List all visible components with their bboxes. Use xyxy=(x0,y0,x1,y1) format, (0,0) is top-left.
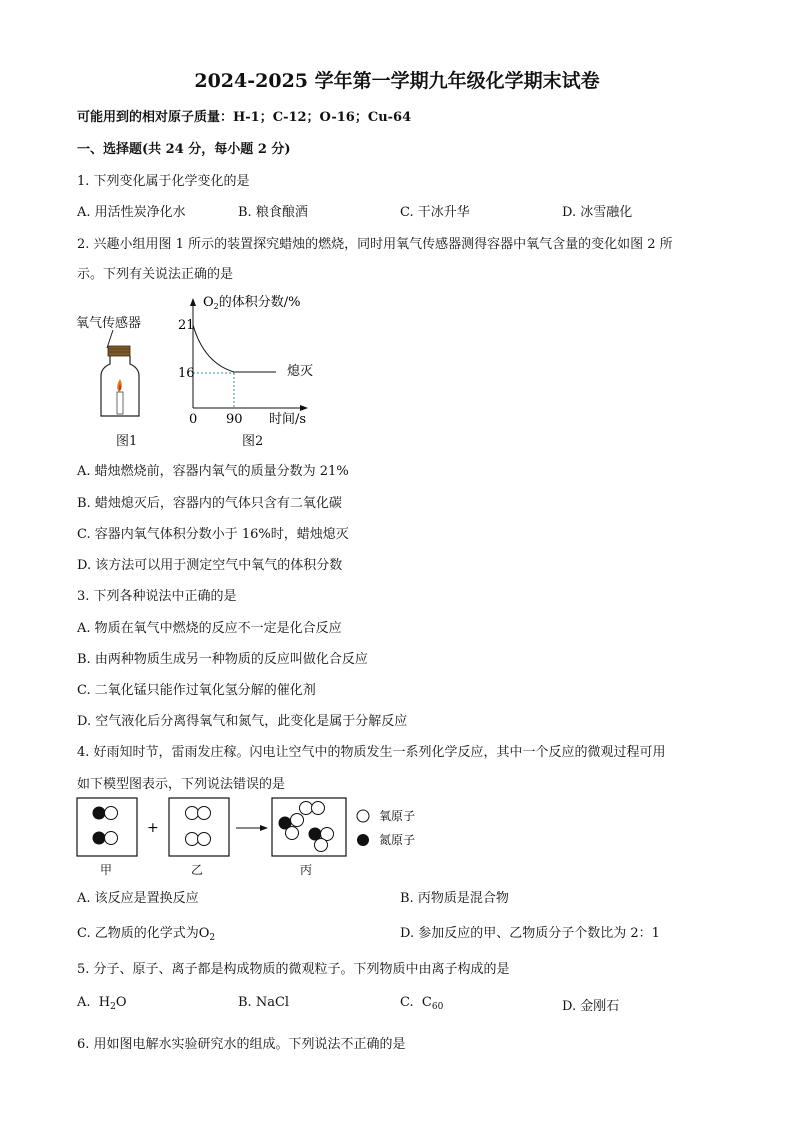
fig2-oxygen-chart xyxy=(174,288,324,434)
q1-option-a: A. 用活性炭净化水 xyxy=(77,205,186,220)
fig1-bottle-diagram xyxy=(95,330,155,420)
q4-reaction-model xyxy=(76,796,436,858)
page-title: 2024-2025 学年第一学期九年级化学期末试卷 xyxy=(194,70,600,92)
box-label-yi: 乙 xyxy=(191,863,204,877)
fig1-sensor-label: 氧气传感器 xyxy=(76,316,142,331)
q5-option-b: B. NaCl xyxy=(238,995,290,1010)
box-yi xyxy=(169,798,229,856)
q1-option-b: B. 粮食酿酒 xyxy=(238,205,308,220)
chart-xlabel: 时间/s xyxy=(269,412,307,427)
oxygen-atom xyxy=(300,802,313,815)
section-heading: 一、选择题(共 24 分，每小题 2 分) xyxy=(77,142,291,157)
x-axis-arrow xyxy=(300,405,308,411)
q1-stem: 1. 下列变化属于化学变化的是 xyxy=(77,174,250,189)
box-label-bing: 丙 xyxy=(300,863,313,877)
fig2-caption: 图2 xyxy=(242,434,264,449)
oxygen-atom xyxy=(198,833,211,846)
tick-90: 90 xyxy=(226,412,243,427)
tick-16: 16 xyxy=(178,366,195,381)
box-jia xyxy=(77,798,137,856)
legend-oxygen-symbol xyxy=(357,810,369,822)
q5-stem: 5. 分子、原子、离子都是构成物质的微观粒子。下列物质中由离子构成的是 xyxy=(77,962,510,977)
q4-option-b: B. 丙物质是混合物 xyxy=(400,891,509,906)
q4-option-a: A. 该反应是置换反应 xyxy=(77,891,199,906)
q2-option-d: D. 该方法可以用于测定空气中氧气的体积分数 xyxy=(77,558,343,573)
nitrogen-atom xyxy=(93,832,106,845)
plus-sign: + xyxy=(147,820,159,836)
oxygen-atom xyxy=(286,827,299,840)
oxygen-curve xyxy=(193,325,276,372)
box-label-jia: 甲 xyxy=(100,863,113,877)
tick-21: 21 xyxy=(178,318,195,333)
nitrogen-atom xyxy=(93,807,106,820)
legend-nitrogen-label: 氮原子 xyxy=(379,833,416,847)
q3-option-b: B. 由两种物质生成另一种物质的反应叫做化合反应 xyxy=(77,652,368,667)
q5-option-c: C. $C_{60}$ xyxy=(400,995,444,1012)
q3-option-c: C. 二氧化锰只能作过氧化氢分解的催化剂 xyxy=(77,683,316,698)
y-axis-arrow xyxy=(190,298,196,306)
q4-option-c: C. 乙物质的化学式为$O_2$ xyxy=(77,926,216,943)
q3-stem: 3. 下列各种说法中正确的是 xyxy=(77,589,237,604)
q2-option-a: A. 蜡烛燃烧前，容器内氧气的质量分数为 21% xyxy=(77,464,349,479)
q5-option-a: A. $H_2O$ xyxy=(77,995,127,1012)
oxygen-atom xyxy=(186,833,199,846)
q2-stem-line1: 2. 兴趣小组用图 1 所示的装置探究蜡烛的燃烧，同时用氧气传感器测得容器中氧气含量的变化如图 2 所 xyxy=(77,237,673,252)
reaction-arrowhead xyxy=(260,825,268,831)
legend-nitrogen-symbol xyxy=(357,834,369,846)
q2-stem-line2: 示。下列有关说法正确的是 xyxy=(77,267,234,282)
oxygen-atom xyxy=(105,832,118,845)
fig1-caption: 图1 xyxy=(116,434,138,449)
oxygen-atom xyxy=(312,802,325,815)
q4-option-d: D. 参加反应的甲、乙物质分子个数比为 2：1 xyxy=(400,926,660,941)
atomic-mass-note: 可能用到的相对原子质量：H-1；C-12；O-16；Cu-64 xyxy=(77,110,412,125)
q5-option-d: D. 金刚石 xyxy=(562,999,620,1014)
oxygen-atom xyxy=(186,807,199,820)
q1-option-c: C. 干冰升华 xyxy=(400,205,470,220)
annotation-extinguish: 熄灭 xyxy=(287,364,314,379)
q6-stem: 6. 用如图电解水实验研究水的组成。下列说法不正确的是 xyxy=(77,1037,406,1052)
q4-stem-line2: 如下模型图表示，下列说法错误的是 xyxy=(77,777,286,792)
oxygen-atom xyxy=(291,814,304,827)
q4-stem-line1: 4. 好雨知时节，雷雨发庄稼。闪电让空气中的物质发生一系列化学反应，其中一个反应的微观过程可用 xyxy=(77,745,666,760)
legend-oxygen-label: 氧原子 xyxy=(379,809,416,823)
tick-0: 0 xyxy=(189,412,198,427)
q1-option-d: D. 冰雪融化 xyxy=(562,205,633,220)
oxygen-atom xyxy=(315,839,328,852)
q2-option-b: B. 蜡烛熄灭后，容器内的气体只含有二氧化碳 xyxy=(77,496,342,511)
q3-option-d: D. 空气液化后分离得氧气和氮气，此变化是属于分解反应 xyxy=(77,714,408,729)
q2-option-c: C. 容器内氧气体积分数小于 16%时，蜡烛熄灭 xyxy=(77,527,349,542)
chart-ylabel: $O_2$的体积分数/% xyxy=(203,295,301,311)
oxygen-atom xyxy=(105,807,118,820)
q3-option-a: A. 物质在氧气中燃烧的反应不一定是化合反应 xyxy=(77,621,342,636)
oxygen-atom xyxy=(198,807,211,820)
